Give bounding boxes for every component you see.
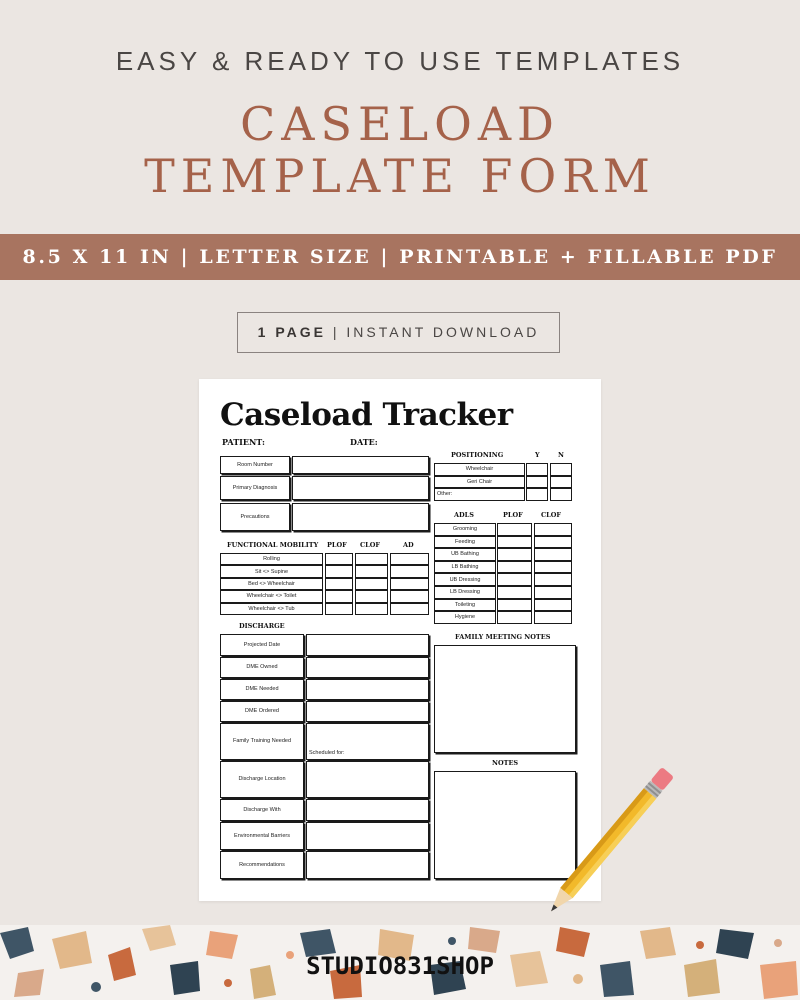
adl-row-label: Hygiene [434, 611, 496, 624]
mobility-plof-box[interactable] [325, 603, 353, 615]
discharge-input[interactable] [306, 851, 429, 879]
mobility-row-label: Rolling [220, 553, 323, 565]
discharge-input[interactable] [306, 799, 429, 821]
adl-row-label: Toileting [434, 599, 496, 612]
positioning-n-box[interactable] [550, 476, 572, 489]
discharge-row-label: DME Ordered [220, 701, 304, 722]
mobility-ad-box[interactable] [390, 565, 429, 577]
download-label: INSTANT DOWNLOAD [346, 324, 540, 340]
mobility-row-label: Wheelchair <> Toilet [220, 590, 323, 602]
info-input[interactable] [292, 503, 429, 531]
discharge-row-label: DME Needed [220, 679, 304, 700]
info-input[interactable] [292, 456, 429, 474]
title-line-2: TEMPLATE FORM [144, 149, 656, 203]
adl-clof-box[interactable] [534, 599, 572, 612]
adl-plof-box[interactable] [497, 599, 532, 612]
page-title [0, 98, 800, 202]
adl-plof-box[interactable] [497, 561, 532, 574]
info-input[interactable] [292, 476, 429, 500]
adl-plof-box[interactable] [497, 573, 532, 586]
adl-row-label: LB Dressing [434, 586, 496, 599]
scheduled-for-label: Scheduled for: [309, 749, 345, 756]
positioning-row-label: Geri Chair [434, 476, 525, 489]
discharge-header: DISCHARGE [239, 622, 285, 630]
mobility-ad-box[interactable] [390, 590, 429, 602]
download-badge [237, 312, 560, 353]
adl-row-label: Grooming [434, 523, 496, 536]
mobility-row-label: Bed <> Wheelchair [220, 578, 323, 590]
discharge-input[interactable] [306, 723, 429, 760]
positioning-y-box[interactable] [526, 463, 548, 476]
eyebrow-text: EASY & READY TO USE TEMPLATES [115, 46, 685, 76]
mobility-clof-box[interactable] [355, 565, 388, 577]
mobility-ad-box[interactable] [390, 553, 429, 565]
mobility-col-clof: CLOF [360, 541, 381, 549]
mobility-row-label: Wheelchair <> Tub [220, 603, 323, 615]
discharge-input[interactable] [306, 822, 429, 850]
adl-clof-box[interactable] [534, 573, 572, 586]
positioning-y-box[interactable] [526, 488, 548, 501]
pages-label: 1 PAGE [257, 324, 326, 340]
discharge-input[interactable] [306, 701, 429, 722]
notes-header: NOTES [492, 759, 519, 767]
discharge-row-label: Family Training Needed [220, 723, 304, 760]
info-label: Room Number [220, 456, 290, 474]
adl-clof-box[interactable] [534, 611, 572, 624]
mobility-row-label: Sit <> Supine [220, 565, 323, 577]
mobility-ad-box[interactable] [390, 603, 429, 615]
spec-band: 8.5 X 11 IN | LETTER SIZE | PRINTABLE + FILLABLE PDF [0, 234, 800, 280]
mobility-clof-box[interactable] [355, 578, 388, 590]
adl-plof-box[interactable] [497, 586, 532, 599]
adl-clof-box[interactable] [534, 548, 572, 561]
positioning-col-n: N [558, 451, 564, 459]
date-label: DATE: [350, 437, 378, 447]
info-label: Precautions [220, 503, 290, 531]
discharge-row-label: Discharge With [220, 799, 304, 821]
adl-clof-box[interactable] [534, 586, 572, 599]
adl-row-label: UB Bathing [434, 548, 496, 561]
discharge-row-label: Discharge Location [220, 761, 304, 798]
adls-col-plof: PLOF [503, 511, 523, 519]
mobility-clof-box[interactable] [355, 590, 388, 602]
badge-separator: | [332, 324, 340, 340]
mobility-col-plof: PLOF [327, 541, 347, 549]
adls-header: ADLS [454, 511, 474, 519]
positioning-row-label: Wheelchair [434, 463, 525, 476]
shop-name: STUDIO831SHOP [306, 952, 494, 980]
discharge-row-label: Projected Date [220, 634, 304, 656]
discharge-input[interactable] [306, 657, 429, 678]
adl-plof-box[interactable] [497, 523, 532, 536]
family-meeting-notes-header: FAMILY MEETING NOTES [455, 633, 551, 641]
positioning-n-box[interactable] [550, 463, 572, 476]
form-title: Caseload Tracker [220, 397, 513, 433]
title-line-1: CASELOAD [240, 97, 560, 151]
mobility-clof-box[interactable] [355, 603, 388, 615]
positioning-col-y: Y [535, 451, 540, 459]
adl-plof-box[interactable] [497, 611, 532, 624]
adl-plof-box[interactable] [497, 536, 532, 549]
mobility-header: FUNCTIONAL MOBILITY [227, 541, 319, 549]
adls-col-clof: CLOF [541, 511, 562, 519]
discharge-input[interactable] [306, 761, 429, 798]
adl-row-label: UB Dressing [434, 573, 496, 586]
positioning-header: POSITIONING [451, 451, 504, 459]
mobility-ad-box[interactable] [390, 578, 429, 590]
mobility-plof-box[interactable] [325, 565, 353, 577]
mobility-clof-box[interactable] [355, 553, 388, 565]
adl-row-label: Feeding [434, 536, 496, 549]
info-label: Primary Diagnosis [220, 476, 290, 500]
discharge-input[interactable] [306, 679, 429, 700]
positioning-y-box[interactable] [526, 476, 548, 489]
pencil-icon [520, 758, 690, 923]
mobility-col-ad: AD [403, 541, 414, 549]
discharge-row-label: DME Owned [220, 657, 304, 678]
discharge-row-label: Recommendations [220, 851, 304, 879]
adl-clof-box[interactable] [534, 561, 572, 574]
mobility-plof-box[interactable] [325, 553, 353, 565]
family-meeting-notes-box[interactable] [434, 645, 576, 753]
adl-clof-box[interactable] [534, 523, 572, 536]
discharge-row-label: Environmental Barriers [220, 822, 304, 850]
discharge-input[interactable] [306, 634, 429, 656]
positioning-row-label: Other: [434, 488, 525, 501]
adl-row-label: LB Bathing [434, 561, 496, 574]
mobility-plof-box[interactable] [325, 590, 353, 602]
positioning-n-box[interactable] [550, 488, 572, 501]
mobility-plof-box[interactable] [325, 578, 353, 590]
patient-label: PATIENT: [222, 437, 265, 447]
adl-plof-box[interactable] [497, 548, 532, 561]
adl-clof-box[interactable] [534, 536, 572, 549]
